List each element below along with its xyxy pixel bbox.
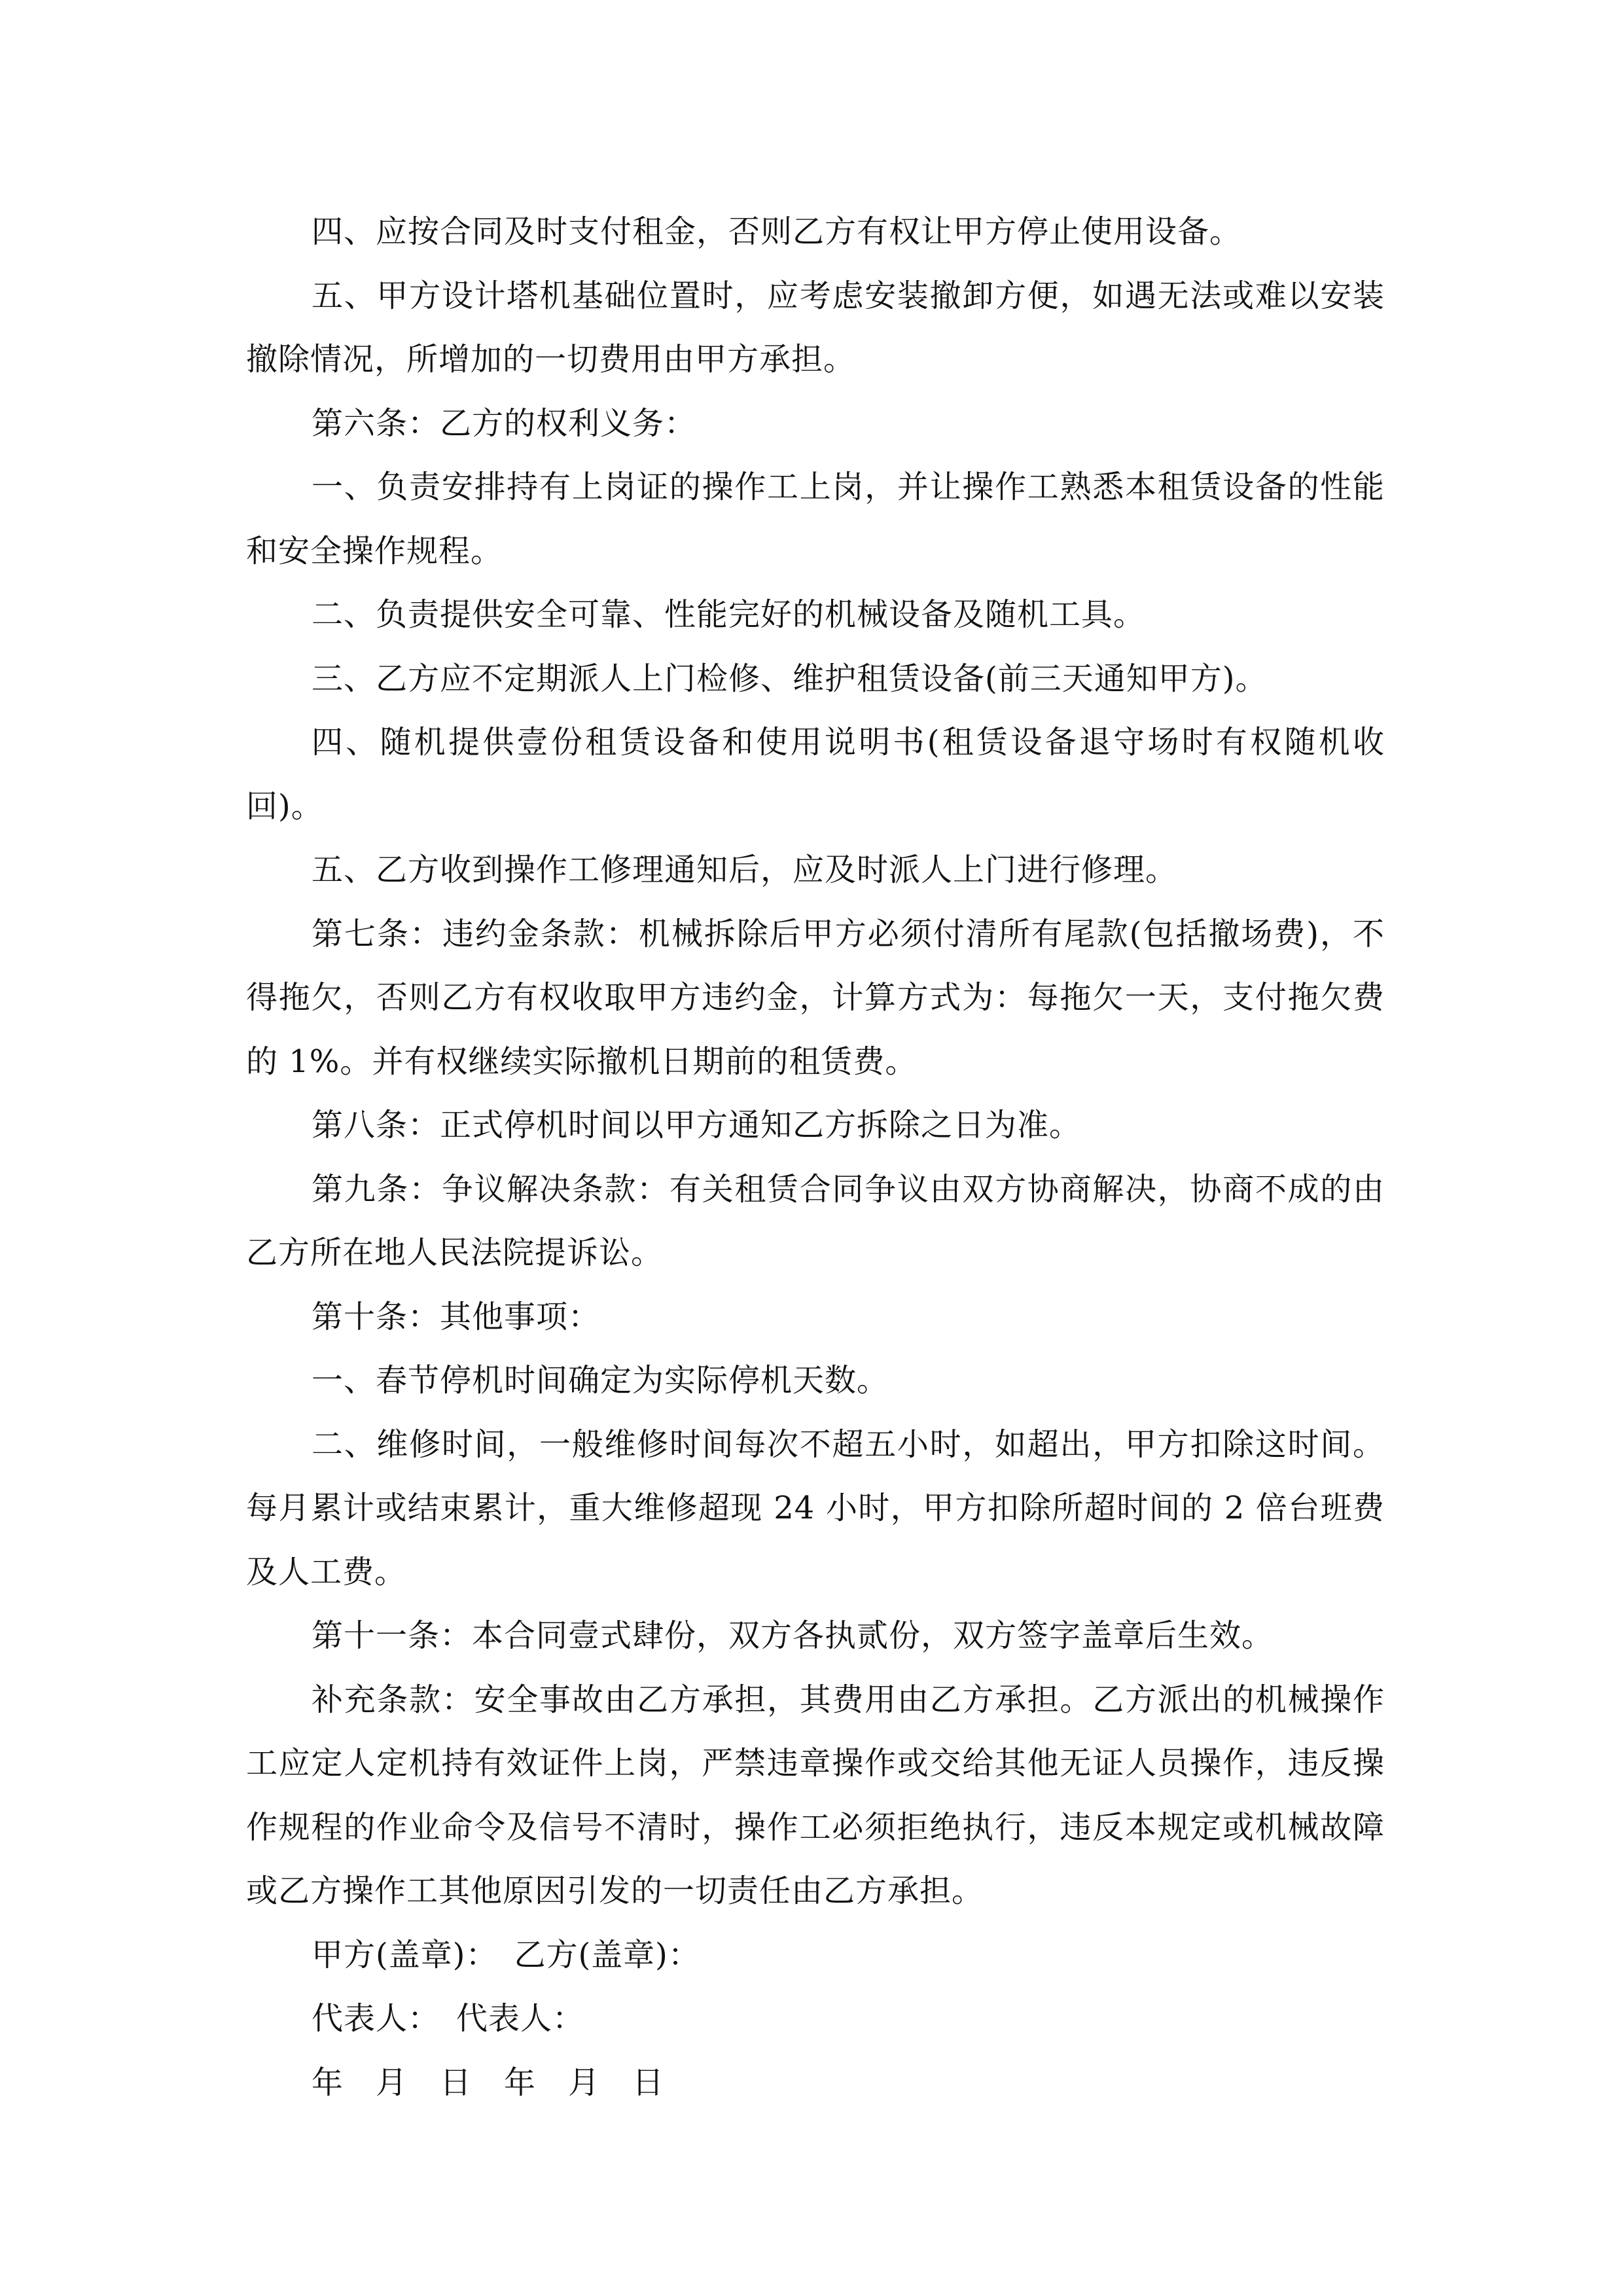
contract-body bbox=[246, 200, 1385, 2115]
clause-paragraph: 四、随机提供壹份租赁设备和使用说明书(租赁设备退守场时有权随机收回)。 bbox=[246, 724, 1385, 825]
clause-paragraph: 一、负责安排持有上岗证的操作工上岗，并让操作工熟悉本租赁设备的性能和安全操作规程。 bbox=[246, 469, 1385, 569]
signature-line-representative: 代表人： 代表人： bbox=[312, 2000, 585, 2037]
clause-paragraph: 四、应按合同及时支付租金，否则乙方有权让甲方停止使用设备。 bbox=[312, 213, 1242, 250]
clause-paragraph: 三、乙方应不定期派人上门检修、维护租赁设备(前三天通知甲方)。 bbox=[312, 660, 1268, 697]
clause-paragraph: 二、负责提供安全可靠、性能完好的机械设备及随机工具。 bbox=[312, 596, 1146, 633]
clause-paragraph: 第七条：违约金条款：机械拆除后甲方必须付清所有尾款(包括撤场费)，不得拖欠，否则乙方有权收取甲方违约金，计算方式为：每拖欠一天，支付拖欠费的 1%。并有权继续实际撤机日期前的租赁费。 bbox=[246, 915, 1385, 1080]
section-heading: 第十条：其他事项： bbox=[312, 1298, 601, 1335]
signature-line-date: 年 月 日 年 月 日 bbox=[312, 2064, 665, 2101]
section-heading: 第六条：乙方的权利义务： bbox=[312, 404, 697, 442]
clause-paragraph: 第八条：正式停机时间以甲方通知乙方拆除之日为准。 bbox=[312, 1107, 1082, 1143]
clause-paragraph: 补充条款：安全事故由乙方承担，其费用由乙方承担。乙方派出的机械操作工应定人定机持有效证件上岗，严禁违章操作或交给其他无证人员操作，违反操作规程的作业命令及信号不清时，操作工必须拒绝执行，违反本规定或机械故障或乙方操作工其他原因引发的一切责任由乙方承担。 bbox=[246, 1681, 1385, 1909]
clause-paragraph: 五、乙方收到操作工修理通知后，应及时派人上门进行修理。 bbox=[312, 852, 1178, 888]
clause-paragraph: 第九条：争议解决条款：有关租赁合同争议由双方协商解决，协商不成的由乙方所在地人民法院提诉讼。 bbox=[246, 1170, 1385, 1271]
clause-paragraph: 五、甲方设计塔机基础位置时，应考虑安装撤卸方便，如遇无法或难以安装撤除情况，所增加的一切费用由甲方承担。 bbox=[246, 277, 1385, 378]
clause-paragraph: 一、春节停机时间确定为实际停机天数。 bbox=[312, 1362, 889, 1399]
clause-paragraph: 第十一条：本合同壹式肆份，双方各执贰份，双方签字盖章后生效。 bbox=[312, 1617, 1274, 1654]
clause-paragraph: 二、维修时间，一般维修时间每次不超五小时，如超出，甲方扣除这时间。每月累计或结束累计，重大维修超现 24 小时，甲方扣除所超时间的 2 倍台班费及人工费。 bbox=[246, 1426, 1385, 1590]
signature-line-seal: 甲方(盖章)： 乙方(盖章)： bbox=[312, 1936, 700, 1973]
